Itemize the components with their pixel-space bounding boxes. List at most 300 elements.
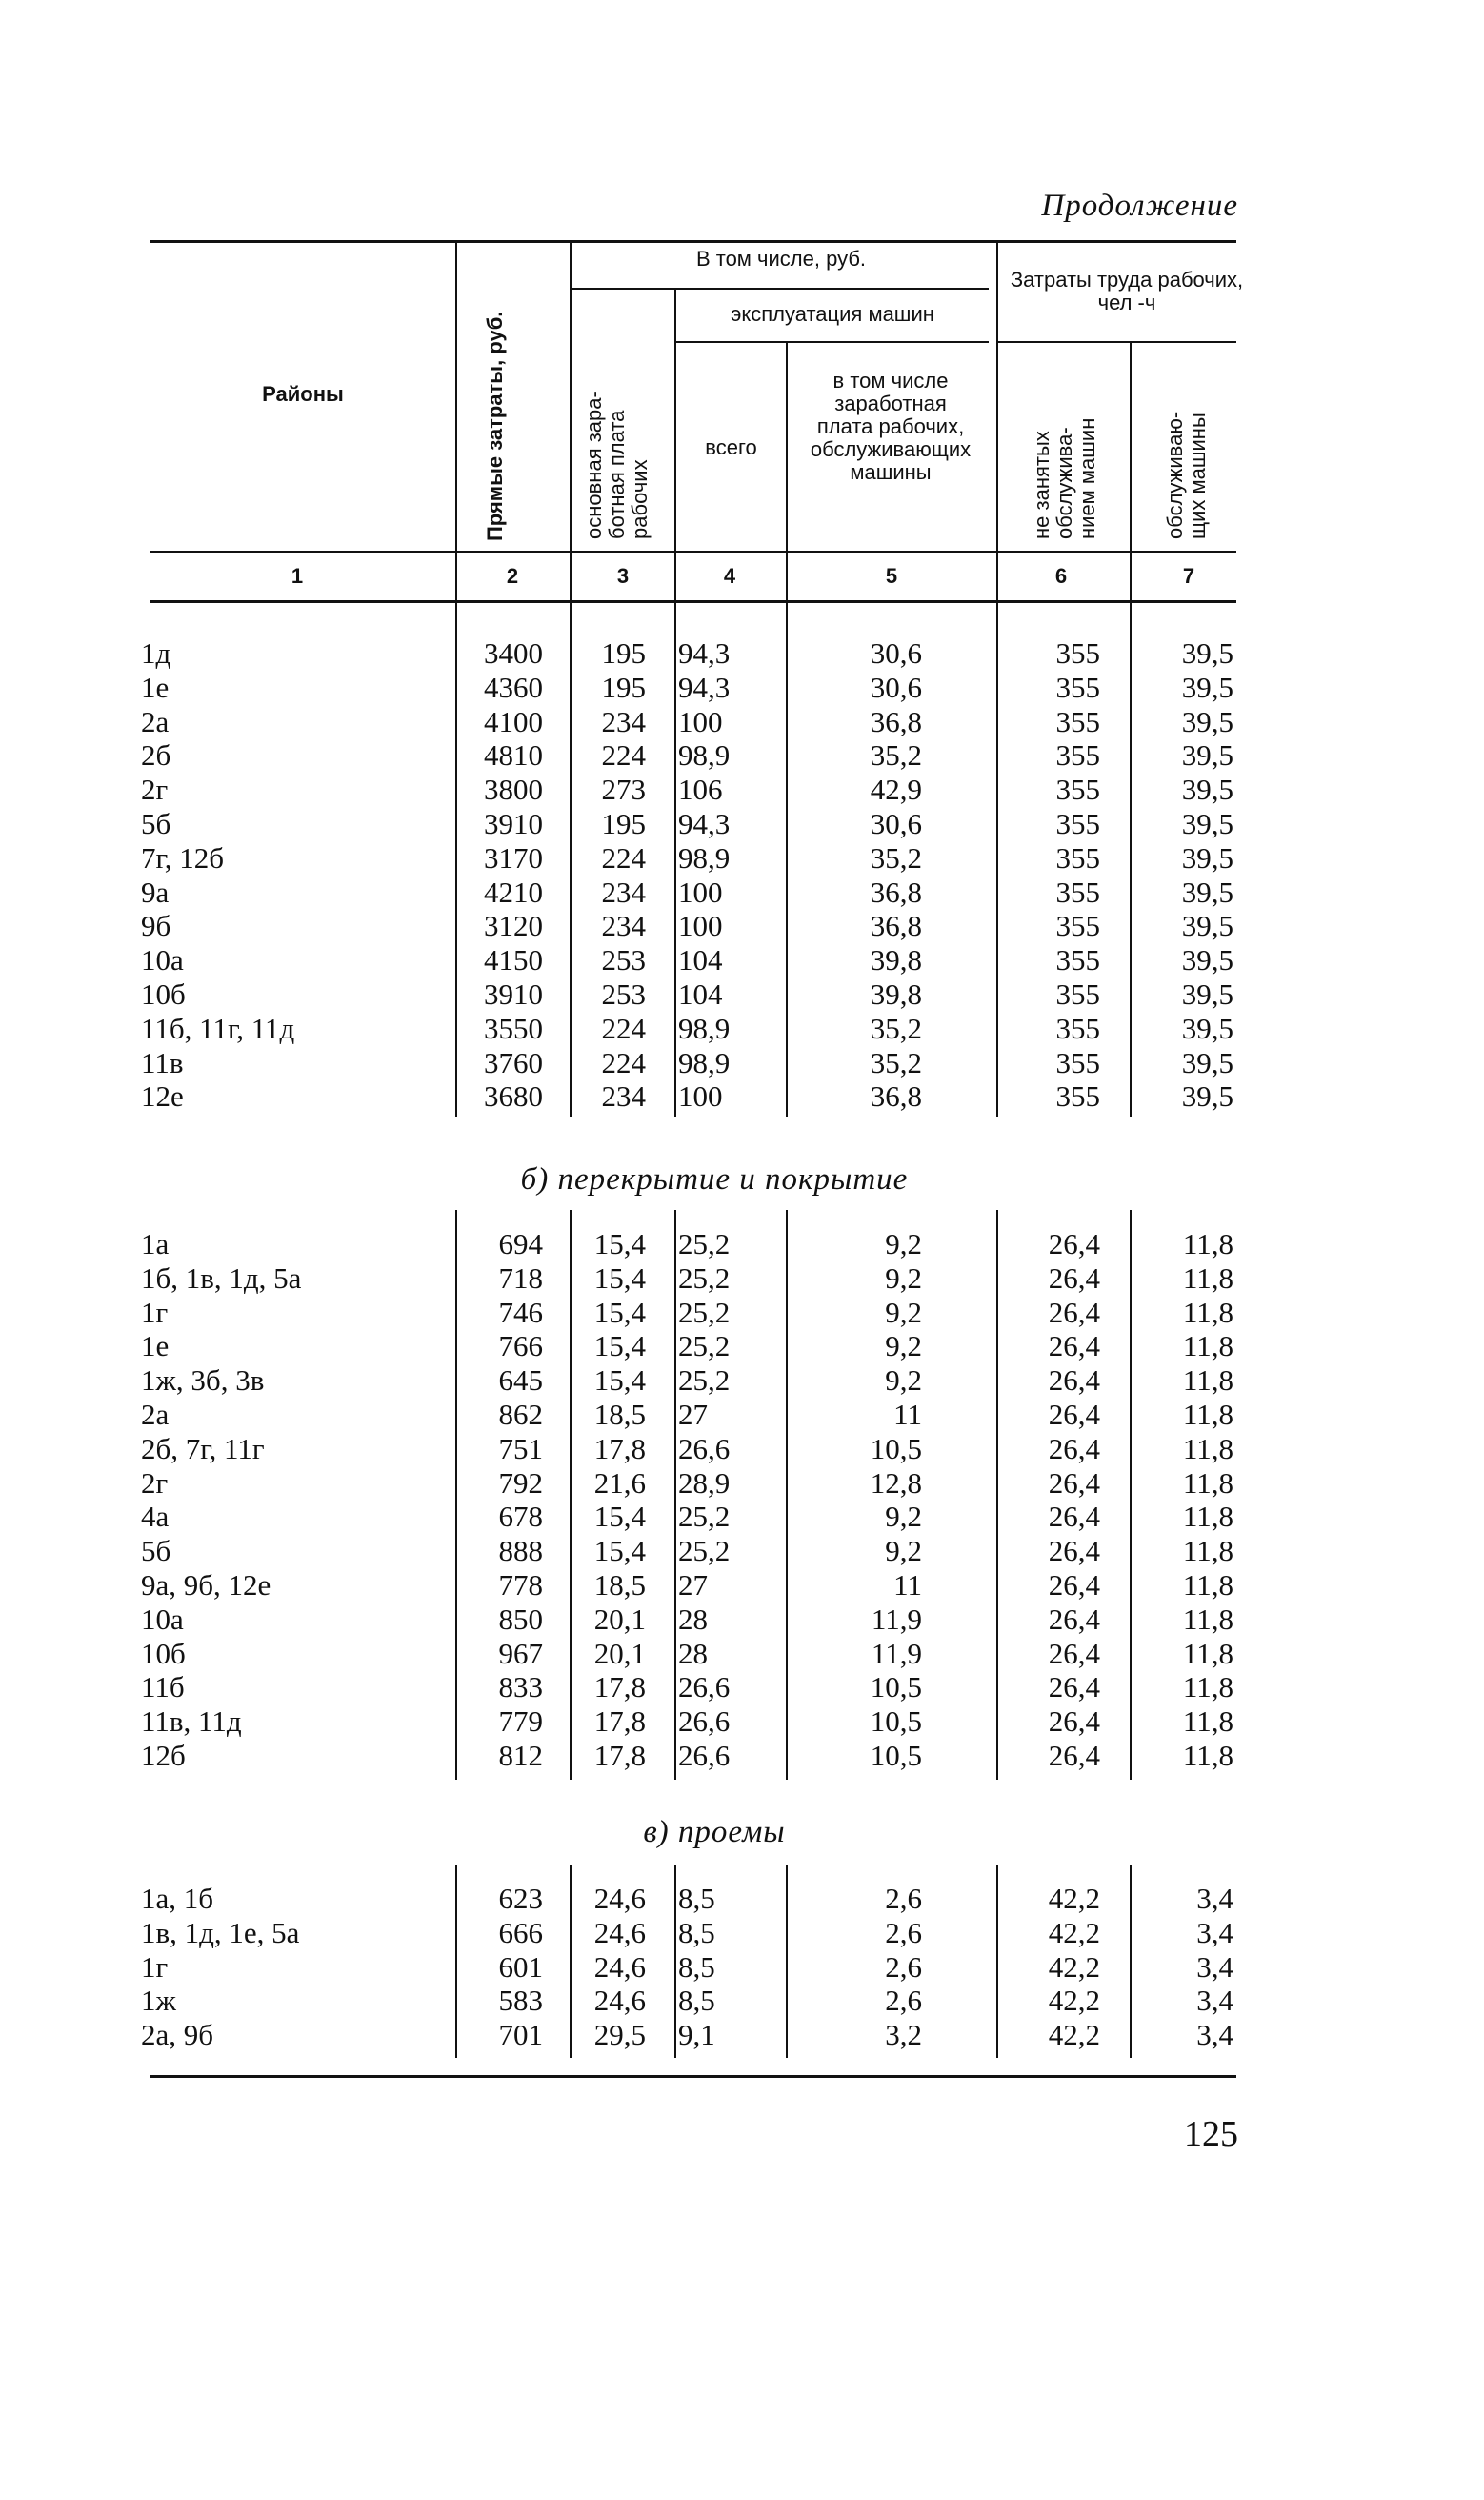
value-cell: 8,5 [678,1915,715,1949]
value-cell: 766 [498,1329,543,1363]
region-cell: 1г [141,1949,169,1984]
value-cell: 3,4 [1196,1949,1233,1984]
region-cell: 12е [141,1079,184,1114]
region-cell: 1д [141,636,171,670]
value-cell: 26,4 [1048,1363,1100,1398]
value-cell: 17,8 [593,1739,646,1772]
value-cell: 26,4 [1048,1465,1100,1500]
table-row [0,1046,1484,1080]
table-row [0,876,1484,910]
table-row [0,1296,1484,1330]
value-cell: 355 [1055,807,1100,840]
table-row [0,1739,1484,1773]
section-title: б) перекрытие и покрытие [520,1162,909,1197]
value-cell: 3910 [484,978,543,1011]
value-cell: 26,4 [1048,1534,1100,1568]
value-cell: 30,6 [870,807,922,840]
value-cell: 26,6 [678,1670,731,1704]
value-cell: 9,2 [885,1363,922,1398]
colnum-1: 1 [291,564,304,588]
value-cell: 24,6 [593,1882,646,1915]
value-cell: 11,8 [1182,1260,1233,1295]
value-cell: 98,9 [678,1011,731,1045]
table-row [0,1950,1484,1985]
value-cell: 850 [498,1602,543,1636]
value-cell: 28,9 [678,1465,731,1500]
value-cell: 3550 [484,1011,543,1045]
value-cell: 12,8 [870,1465,922,1500]
value-cell: 42,9 [870,773,922,807]
value-cell: 26,4 [1048,1329,1100,1363]
value-cell: 15,4 [593,1363,646,1398]
colnum-2: 2 [506,564,519,588]
table-row [0,1500,1484,1534]
header-vline-1 [455,240,457,602]
value-cell: 3170 [484,840,543,875]
continuation-label: Продолжение [1041,189,1238,223]
table-row [0,738,1484,773]
value-cell: 15,4 [593,1534,646,1568]
colnum-3: 3 [616,564,630,588]
value-cell: 36,8 [870,875,922,909]
region-cell: 10б [141,1636,186,1670]
value-cell: 26,4 [1048,1739,1100,1772]
value-cell: 10,5 [870,1704,922,1739]
table-row [0,1079,1484,1114]
value-cell: 888 [498,1534,543,1568]
value-cell: 11,8 [1182,1670,1233,1704]
value-cell: 26,4 [1048,1295,1100,1329]
value-cell: 355 [1055,670,1100,704]
value-cell: 3680 [484,1079,543,1114]
value-cell: 8,5 [678,1882,715,1915]
value-cell: 94,3 [678,807,731,840]
value-cell: 3910 [484,807,543,840]
value-cell: 8,5 [678,1949,715,1984]
value-cell: 751 [498,1431,543,1465]
value-cell: 26,6 [678,1704,731,1739]
value-cell: 9,1 [678,2018,715,2052]
region-cell: 1е [141,670,170,704]
value-cell: 26,4 [1048,1670,1100,1704]
value-cell: 10,5 [870,1739,922,1772]
value-cell: 8,5 [678,1984,715,2018]
value-cell: 30,6 [870,670,922,704]
value-cell: 35,2 [870,840,922,875]
value-cell: 3120 [484,909,543,943]
value-cell: 224 [601,1011,646,1045]
value-cell: 3,4 [1196,1984,1233,2018]
value-cell: 11,8 [1182,1739,1233,1772]
value-cell: 9,2 [885,1534,922,1568]
header-vline-5 [996,240,998,602]
table-row [0,1984,1484,2018]
value-cell: 39,5 [1181,807,1233,840]
value-cell: 26,4 [1048,1260,1100,1295]
value-cell: 42,2 [1048,2018,1100,2052]
region-cell: 2а, 9б [141,2018,214,2052]
value-cell: 355 [1055,1079,1100,1114]
table-row [0,773,1484,807]
region-cell: 1ж [141,1984,176,2018]
value-cell: 15,4 [593,1295,646,1329]
region-cell: 10а [141,943,184,978]
table-row [0,1261,1484,1296]
value-cell: 195 [601,670,646,704]
header-vline-4 [786,341,788,602]
value-cell: 2,6 [885,1949,922,1984]
value-cell: 812 [498,1739,543,1772]
value-cell: 833 [498,1670,543,1704]
value-cell: 39,8 [870,978,922,1011]
header-vline-6 [1130,341,1132,602]
header-col4: всего [705,435,757,459]
value-cell: 35,2 [870,1011,922,1045]
value-cell: 694 [498,1227,543,1260]
value-cell: 26,4 [1048,1636,1100,1670]
value-cell: 39,8 [870,943,922,978]
value-cell: 11 [893,1568,922,1602]
value-cell: 11 [893,1398,922,1431]
value-cell: 94,3 [678,636,731,670]
value-cell: 100 [678,704,723,738]
value-cell: 601 [498,1949,543,1984]
table-row [0,1637,1484,1671]
region-cell: 1в, 1д, 1е, 5а [141,1915,300,1949]
value-cell: 42,2 [1048,1915,1100,1949]
value-cell: 10,5 [870,1670,922,1704]
value-cell: 355 [1055,773,1100,807]
value-cell: 3800 [484,773,543,807]
value-cell: 39,5 [1181,978,1233,1011]
value-cell: 36,8 [870,704,922,738]
header-col2: Прямые затраты, руб. [483,311,507,541]
colnum-5: 5 [885,564,898,588]
value-cell: 11,8 [1182,1329,1233,1363]
table-row [0,1466,1484,1501]
value-cell: 195 [601,636,646,670]
value-cell: 2,6 [885,1882,922,1915]
region-cell: 2а [141,1398,170,1431]
header-col1: Районы [262,382,344,406]
table-row [0,2018,1484,2052]
value-cell: 17,8 [593,1704,646,1739]
value-cell: 104 [678,943,723,978]
value-cell: 35,2 [870,1045,922,1079]
value-cell: 701 [498,2018,543,2052]
value-cell: 678 [498,1500,543,1534]
value-cell: 224 [601,1045,646,1079]
value-cell: 98,9 [678,738,731,773]
value-cell: 273 [601,773,646,807]
table-row [0,1882,1484,1916]
value-cell: 778 [498,1568,543,1602]
region-cell: 11б [141,1670,185,1704]
header-group-labor: Затраты труда рабочих, чел -ч [1010,268,1244,314]
value-cell: 583 [498,1984,543,2018]
value-cell: 39,5 [1181,840,1233,875]
table-row [0,1329,1484,1363]
value-cell: 39,5 [1181,738,1233,773]
table-row [0,1568,1484,1603]
value-cell: 718 [498,1260,543,1295]
value-cell: 355 [1055,704,1100,738]
table-row [0,636,1484,671]
value-cell: 100 [678,875,723,909]
region-cell: 1г [141,1295,169,1329]
header-col7: обслуживаю- щих машины [1163,411,1210,539]
colnum-7: 7 [1182,564,1195,588]
value-cell: 27 [678,1568,708,1602]
value-cell: 25,2 [678,1363,731,1398]
value-cell: 26,6 [678,1431,731,1465]
section-title: в) проемы [643,1815,786,1849]
value-cell: 779 [498,1704,543,1739]
value-cell: 11,8 [1182,1500,1233,1534]
table-row [0,1534,1484,1568]
header-col6: не занятых обслужива- нием машин [1030,417,1099,539]
value-cell: 11,9 [871,1636,922,1670]
value-cell: 253 [601,978,646,1011]
region-cell: 9б [141,909,171,943]
value-cell: 28 [678,1602,708,1636]
value-cell: 2,6 [885,1984,922,2018]
value-cell: 27 [678,1398,708,1431]
value-cell: 3,2 [885,2018,922,2052]
value-cell: 20,1 [593,1636,646,1670]
value-cell: 42,2 [1048,1984,1100,2018]
value-cell: 11,8 [1182,1431,1233,1465]
table-row [0,943,1484,978]
table-row [0,1916,1484,1950]
value-cell: 17,8 [593,1670,646,1704]
colnum-bottom-rule [150,600,1236,603]
value-cell: 42,2 [1048,1882,1100,1915]
value-cell: 9,2 [885,1227,922,1260]
value-cell: 28 [678,1636,708,1670]
value-cell: 26,4 [1048,1500,1100,1534]
table-row [0,671,1484,705]
header-rule-incl [572,288,989,290]
region-cell: 10а [141,1602,184,1636]
value-cell: 11,8 [1182,1636,1233,1670]
region-cell: 2а [141,704,170,738]
value-cell: 39,5 [1181,1011,1233,1045]
value-cell: 4360 [484,670,543,704]
value-cell: 792 [498,1465,543,1500]
value-cell: 195 [601,807,646,840]
table-row [0,1012,1484,1046]
value-cell: 39,5 [1181,1079,1233,1114]
value-cell: 9,2 [885,1295,922,1329]
value-cell: 26,4 [1048,1227,1100,1260]
value-cell: 15,4 [593,1227,646,1260]
value-cell: 35,2 [870,738,922,773]
region-cell: 2г [141,1465,169,1500]
value-cell: 355 [1055,738,1100,773]
value-cell: 253 [601,943,646,978]
value-cell: 355 [1055,875,1100,909]
value-cell: 9,2 [885,1329,922,1363]
value-cell: 94,3 [678,670,731,704]
value-cell: 26,4 [1048,1568,1100,1602]
value-cell: 25,2 [678,1295,731,1329]
table-row [0,1670,1484,1704]
value-cell: 11,8 [1182,1704,1233,1739]
value-cell: 746 [498,1295,543,1329]
region-cell: 5б [141,807,171,840]
value-cell: 355 [1055,1011,1100,1045]
table-row [0,1704,1484,1739]
value-cell: 26,4 [1048,1602,1100,1636]
value-cell: 25,2 [678,1500,731,1534]
value-cell: 18,5 [593,1568,646,1602]
table-row [0,1398,1484,1432]
table-row [0,978,1484,1012]
region-cell: 9а [141,875,170,909]
value-cell: 11,8 [1182,1602,1233,1636]
header-vline-2 [570,240,572,602]
region-cell: 2б [141,738,171,773]
value-cell: 355 [1055,943,1100,978]
value-cell: 39,5 [1181,943,1233,978]
header-col3: основная зара- ботная плата рабочих [582,391,652,539]
value-cell: 39,5 [1181,875,1233,909]
value-cell: 15,4 [593,1260,646,1295]
value-cell: 39,5 [1181,704,1233,738]
table-row [0,841,1484,876]
colnum-4: 4 [723,564,736,588]
region-cell: 1а [141,1227,170,1260]
value-cell: 645 [498,1363,543,1398]
header-group-machines: эксплуатация машин [731,302,934,326]
value-cell: 224 [601,840,646,875]
value-cell: 39,5 [1181,670,1233,704]
value-cell: 3,4 [1196,2018,1233,2052]
value-cell: 862 [498,1398,543,1431]
value-cell: 98,9 [678,840,731,875]
value-cell: 24,6 [593,1984,646,2018]
value-cell: 25,2 [678,1227,731,1260]
region-cell: 12б [141,1739,186,1772]
region-cell: 11б, 11г, 11д [141,1011,295,1045]
value-cell: 11,8 [1182,1534,1233,1568]
value-cell: 36,8 [870,909,922,943]
region-cell: 1а, 1б [141,1882,214,1915]
value-cell: 106 [678,773,723,807]
value-cell: 4210 [484,875,543,909]
value-cell: 9,2 [885,1500,922,1534]
value-cell: 11,8 [1182,1465,1233,1500]
header-col5: в том числе заработная плата рабочих, обслуживающих машины [810,369,972,484]
value-cell: 2,6 [885,1915,922,1949]
value-cell: 355 [1055,978,1100,1011]
region-cell: 7г, 12б [141,840,224,875]
value-cell: 11,8 [1182,1227,1233,1260]
value-cell: 25,2 [678,1534,731,1568]
page-number: 125 [1184,2114,1238,2154]
table-row [0,1603,1484,1637]
table-row [0,807,1484,841]
value-cell: 623 [498,1882,543,1915]
value-cell: 234 [601,875,646,909]
region-cell: 5б [141,1534,171,1568]
value-cell: 355 [1055,840,1100,875]
region-cell: 11в [141,1045,184,1079]
value-cell: 25,2 [678,1260,731,1295]
region-cell: 4а [141,1500,170,1534]
value-cell: 20,1 [593,1602,646,1636]
value-cell: 26,6 [678,1739,731,1772]
value-cell: 4150 [484,943,543,978]
region-cell: 9а, 9б, 12е [141,1568,271,1602]
header-bottom-rule [150,551,1236,553]
header-rule-machines [676,341,989,343]
value-cell: 11,8 [1182,1568,1233,1602]
region-cell: 2б, 7г, 11г [141,1431,265,1465]
value-cell: 39,5 [1181,636,1233,670]
value-cell: 4100 [484,704,543,738]
region-cell: 1б, 1в, 1д, 5а [141,1260,302,1295]
value-cell: 15,4 [593,1329,646,1363]
table-row [0,909,1484,943]
region-cell: 10б [141,978,186,1011]
value-cell: 355 [1055,636,1100,670]
header-group-incl: В том числе, руб. [695,247,867,271]
value-cell: 4810 [484,738,543,773]
value-cell: 39,5 [1181,773,1233,807]
region-cell: 2г [141,773,169,807]
value-cell: 26,4 [1048,1431,1100,1465]
table-bottom-rule [150,2075,1236,2078]
value-cell: 104 [678,978,723,1011]
value-cell: 967 [498,1636,543,1670]
region-cell: 1е [141,1329,170,1363]
value-cell: 3760 [484,1045,543,1079]
region-cell: 1ж, 3б, 3в [141,1363,265,1398]
value-cell: 39,5 [1181,909,1233,943]
value-cell: 9,2 [885,1260,922,1295]
value-cell: 3400 [484,636,543,670]
header-top-rule [150,240,1236,243]
table-row [0,1227,1484,1261]
value-cell: 3,4 [1196,1882,1233,1915]
region-cell: 11в, 11д [141,1704,242,1739]
table-row [0,1363,1484,1398]
value-cell: 100 [678,1079,723,1114]
value-cell: 234 [601,909,646,943]
value-cell: 21,6 [593,1465,646,1500]
value-cell: 29,5 [593,2018,646,2052]
value-cell: 26,4 [1048,1398,1100,1431]
value-cell: 355 [1055,909,1100,943]
value-cell: 355 [1055,1045,1100,1079]
value-cell: 11,9 [871,1602,922,1636]
value-cell: 234 [601,704,646,738]
value-cell: 234 [601,1079,646,1114]
value-cell: 11,8 [1182,1363,1233,1398]
value-cell: 11,8 [1182,1295,1233,1329]
value-cell: 15,4 [593,1500,646,1534]
value-cell: 224 [601,738,646,773]
value-cell: 100 [678,909,723,943]
value-cell: 18,5 [593,1398,646,1431]
value-cell: 36,8 [870,1079,922,1114]
value-cell: 24,6 [593,1949,646,1984]
value-cell: 39,5 [1181,1045,1233,1079]
colnum-6: 6 [1054,564,1068,588]
value-cell: 25,2 [678,1329,731,1363]
